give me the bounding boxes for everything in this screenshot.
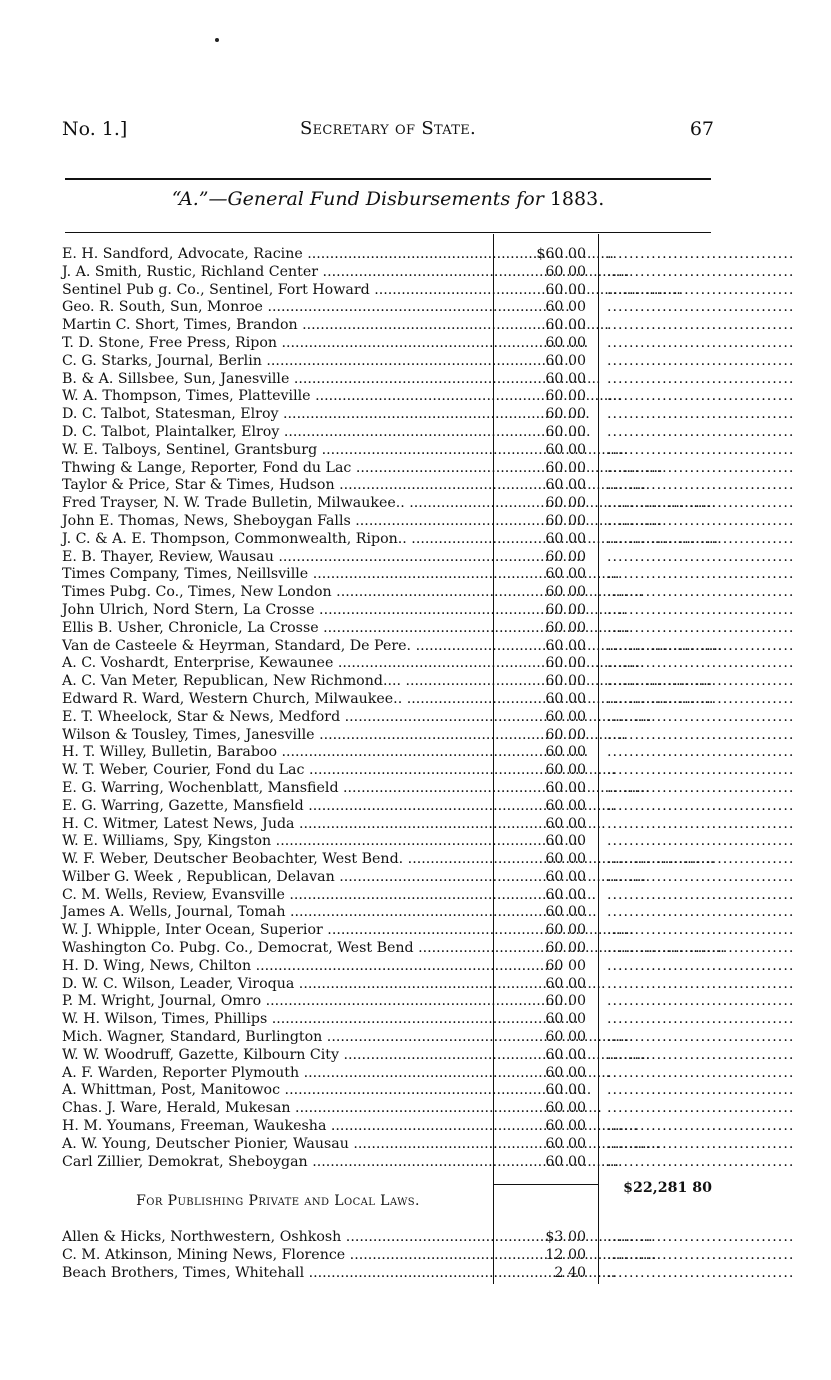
payee-name: W. J. Whipple, Inter Ocean, Superior ..... — [62, 922, 490, 940]
payee-name: Edward R. Ward, Western Church, Milwaukee.. ..... — [62, 691, 490, 709]
page-title: Secretary of State. — [299, 118, 477, 139]
leader-dots: .................................. — [607, 708, 795, 725]
payee-name: A. C. Voshardt, Enterprise, Kewaunee ..... — [62, 655, 490, 673]
payee-name: Chas. J. Ware, Herald, Mukesan ..... — [62, 1100, 490, 1118]
amount-value: 60 00 — [545, 957, 586, 974]
list-item — [62, 423, 795, 442]
payee-name: B. & A. Sillsbee, Sun, Janesville ..... — [62, 371, 490, 389]
payee-name: W. E. Talboys, Sentinel, Grantsburg ..... — [62, 442, 490, 460]
list-item — [62, 1064, 795, 1083]
list-item — [62, 352, 795, 371]
amount-value: 60 00 — [545, 281, 586, 298]
leader-dots: .................................. — [607, 637, 795, 654]
leader-dots: .................................. — [607, 1046, 795, 1063]
payee-name: Fred Trayser, N. W. Trade Bulletin, Milwaukee.. ..... — [62, 495, 490, 513]
list-item — [62, 940, 795, 958]
list-item — [62, 708, 795, 727]
header-rule — [65, 232, 711, 233]
amount-value: 60 00 — [545, 868, 586, 885]
amount-value: 60 00 — [545, 690, 586, 707]
leader-dots: .................................. — [607, 673, 795, 690]
payee-name: H. M. Youmans, Freeman, Waukesha ..... — [62, 1118, 490, 1136]
payee-name: W. F. Weber, Deutscher Beobachter, West Bend. ..... — [62, 851, 490, 869]
leader-dots: .................................. — [607, 868, 795, 885]
list-item — [62, 922, 795, 940]
payee-name: W. T. Weber, Courier, Fond du Lac ..... — [62, 762, 490, 780]
amount-value: 2 40 — [554, 1264, 586, 1281]
list-item — [62, 619, 795, 638]
leader-dots: .................................. — [607, 406, 795, 423]
leader-dots: .................................. — [607, 334, 795, 351]
leader-dots: .................................. — [607, 530, 795, 547]
leader-dots: .................................. — [607, 762, 795, 779]
leader-dots: .................................. — [607, 815, 795, 832]
leader-dots: .................................. — [607, 779, 795, 796]
payee-name: T. D. Stone, Free Press, Ripon ..... — [62, 335, 490, 353]
leader-dots: .................................. — [607, 601, 795, 618]
amount-value: 60 00 — [545, 406, 586, 423]
payee-name: D. C. Talbot, Plaintalker, Elroy ..... — [62, 424, 490, 442]
amount-value: 60 00 — [545, 495, 586, 512]
subtitle-text: “A.”—General Fund Disbursements for — [171, 188, 544, 210]
payee-name: J. A. Smith, Rustic, Richland Center ..... — [62, 264, 490, 282]
amount-value: 60 00 — [545, 548, 586, 565]
leader-dots: .................................. — [607, 655, 795, 672]
payee-name: Martin C. Short, Times, Brandon ..... — [62, 317, 490, 335]
section-heading: For Publishing Private and Local Laws. — [136, 1193, 420, 1209]
list-item — [62, 334, 795, 353]
payee-name: Taylor & Price, Star & Times, Hudson ..... — [62, 477, 490, 495]
leader-dots: .................................. — [607, 851, 795, 868]
subtitle-year: 1883. — [549, 188, 605, 210]
payee-name: W. A. Thompson, Times, Platteville ..... — [62, 388, 490, 406]
leader-dots: .................................. — [607, 281, 795, 298]
list-item — [62, 904, 795, 922]
payee-name: D. W. C. Wilson, Leader, Viroqua ..... — [62, 976, 490, 994]
amount-value: 60 00 — [545, 423, 586, 440]
list-item — [62, 584, 795, 602]
leader-dots: .................................. — [607, 317, 795, 334]
leader-dots: .................................. — [607, 548, 795, 565]
leader-dots: .................................. — [607, 388, 795, 405]
list-item — [62, 1029, 795, 1047]
leader-dots: .................................. — [607, 690, 795, 707]
leader-dots: .................................. — [607, 797, 795, 814]
amount-value: 60 00 — [545, 477, 586, 494]
amount-value: 60 00 — [545, 851, 586, 868]
amount-value: 60 00 — [545, 1046, 586, 1063]
amount-value: 60 00 — [545, 263, 586, 280]
list-item — [62, 477, 795, 495]
list-item — [62, 1082, 795, 1100]
list-item — [62, 459, 795, 478]
amount-value: 60 00 — [545, 619, 586, 636]
leader-dots: .................................. — [607, 1118, 795, 1135]
leader-dots: .................................. — [607, 922, 795, 939]
list-item — [62, 512, 795, 531]
amount-value: 60 00 — [545, 370, 586, 387]
amount-value: 60 00 — [545, 601, 586, 618]
leader-dots: .................................. — [607, 459, 795, 476]
amount-value: 60 00 — [545, 655, 586, 672]
leader-dots: .................................. — [607, 1229, 795, 1245]
amount-value: 60 00 — [545, 584, 586, 601]
leader-dots: .................................. — [607, 352, 795, 369]
payee-name: Carl Zillier, Demokrat, Sheboygan ..... — [62, 1154, 490, 1172]
amount-value: 60 00 — [545, 1100, 586, 1117]
payee-name: H. C. Witmer, Latest News, Juda ..... — [62, 816, 490, 834]
document-number: No. 1.] — [62, 118, 128, 140]
payee-name: A. C. Van Meter, Republican, New Richmond.... ..... — [62, 673, 490, 691]
amount-value: 12 00 — [545, 1246, 586, 1263]
list-item — [62, 317, 795, 335]
list-item — [62, 975, 795, 994]
table-subtitle — [65, 188, 711, 210]
amount-value: 60 00 — [545, 317, 586, 334]
amount-value: $3 00 — [545, 1229, 586, 1245]
payee-name: Sentinel Pub g. Co., Sentinel, Fort Howard ..... — [62, 282, 490, 300]
amount-value: 60 00 — [545, 940, 586, 957]
payee-name: H. D. Wing, News, Chilton ..... — [62, 958, 490, 976]
amount-value: 60 00 — [545, 459, 586, 476]
amount-value: 60 00 — [545, 1153, 586, 1170]
payee-name: Ellis B. Usher, Chronicle, La Crosse ..... — [62, 620, 490, 638]
list-item — [62, 797, 795, 816]
amount-value: 60 00 — [545, 993, 586, 1010]
amount-value: 60 00 — [545, 352, 586, 369]
amount-value: 60 00 — [545, 1118, 586, 1135]
list-item — [62, 673, 795, 691]
total-rule — [494, 1184, 598, 1185]
laws-list — [62, 1229, 795, 1282]
payee-name: John Ulrich, Nord Stern, La Crosse ..... — [62, 602, 490, 620]
list-item — [62, 1264, 795, 1283]
leader-dots: .................................. — [607, 423, 795, 440]
list-item — [62, 1046, 795, 1065]
leader-dots: .................................. — [607, 993, 795, 1010]
list-item — [62, 726, 795, 745]
list-item — [62, 655, 795, 673]
leader-dots: .................................. — [607, 1264, 795, 1281]
amount-value: 60 00 — [545, 673, 586, 690]
amount-value: 60 00 — [545, 1011, 586, 1028]
payee-name: D. C. Talbot, Statesman, Elroy ..... — [62, 406, 490, 424]
list-item — [62, 406, 795, 424]
payee-name: J. C. & A. E. Thompson, Commonwealth, Ripon.. ..... — [62, 531, 490, 549]
list-item — [62, 388, 795, 406]
list-item — [62, 1135, 795, 1154]
amount-value: 60 00 — [545, 1029, 586, 1046]
payee-name: Allen & Hicks, Northwestern, Oshkosh ..... — [62, 1229, 490, 1247]
list-item — [62, 993, 795, 1011]
list-item — [62, 1153, 795, 1172]
payee-name: W. E. Williams, Spy, Kingston ..... — [62, 833, 490, 851]
payee-name: A. W. Young, Deutscher Pionier, Wausau ..... — [62, 1136, 490, 1154]
leader-dots: .................................. — [607, 744, 795, 761]
amount-value: 60 00 — [545, 512, 586, 529]
list-item — [62, 246, 795, 264]
list-item — [62, 370, 795, 389]
leader-dots: .................................. — [607, 886, 795, 903]
payee-name: A. Whittman, Post, Manitowoc ..... — [62, 1082, 490, 1100]
list-item — [62, 957, 795, 976]
leader-dots: .................................. — [607, 957, 795, 974]
leader-dots: .................................. — [607, 495, 795, 512]
payee-name: E. H. Sandford, Advocate, Racine ..... — [62, 246, 490, 264]
payee-name: John E. Thomas, News, Sheboygan Falls ..... — [62, 513, 490, 531]
amount-value: 60 00 — [545, 797, 586, 814]
top-rule — [65, 178, 711, 180]
leader-dots: .................................. — [607, 584, 795, 601]
list-item — [62, 263, 795, 282]
leader-dots: .................................. — [607, 1064, 795, 1081]
leader-dots: .................................. — [607, 726, 795, 743]
list-item — [62, 1100, 795, 1118]
leader-dots: .................................. — [607, 904, 795, 921]
leader-dots: .................................. — [607, 1246, 795, 1263]
list-item — [62, 441, 795, 460]
leader-dots: .................................. — [607, 619, 795, 636]
disbursement-list — [62, 246, 795, 1171]
amount-value: 60 00 — [545, 334, 586, 351]
leader-dots: .................................. — [607, 1135, 795, 1152]
leader-dots: .................................. — [607, 299, 795, 316]
amount-value: 60 00 — [545, 530, 586, 547]
amount-value: 60 00 — [545, 815, 586, 832]
leader-dots: .................................. — [607, 370, 795, 387]
payee-name: A. F. Warden, Reporter Plymouth ..... — [62, 1065, 490, 1083]
amount-value: 60 00 — [545, 637, 586, 654]
list-item — [62, 548, 795, 567]
payee-name: E. G. Warring, Gazette, Mansfield ..... — [62, 798, 490, 816]
amount-value: 60 00 — [545, 922, 586, 939]
payee-name: Beach Brothers, Times, Whitehall ..... — [62, 1265, 490, 1283]
list-item — [62, 815, 795, 834]
list-item — [62, 744, 795, 762]
payee-name: Wilson & Tousley, Times, Janesville ..... — [62, 727, 490, 745]
payee-name: C. G. Starks, Journal, Berlin ..... — [62, 353, 490, 371]
list-item — [62, 868, 795, 887]
payee-name: Times Company, Times, Neillsville ..... — [62, 566, 490, 584]
list-item — [62, 833, 795, 851]
leader-dots: .................................. — [607, 512, 795, 529]
leader-dots: .................................. — [607, 1029, 795, 1046]
payee-name: W. H. Wilson, Times, Phillips ..... — [62, 1011, 490, 1029]
list-item — [62, 530, 795, 549]
list-item — [62, 637, 795, 656]
payee-name: Geo. R. South, Sun, Monroe ..... — [62, 299, 490, 317]
list-item — [62, 851, 795, 869]
amount-value: $60 00 — [536, 246, 586, 262]
amount-value: 60 00 — [545, 1135, 586, 1152]
amount-value: 60 00 — [545, 779, 586, 796]
amount-value: 60 00 — [545, 762, 586, 779]
list-item — [62, 779, 795, 798]
list-item — [62, 601, 795, 620]
leader-dots: .................................. — [607, 477, 795, 494]
leader-dots: .................................. — [607, 940, 795, 957]
page-header — [62, 118, 714, 148]
list-item — [62, 1011, 795, 1029]
list-item — [62, 1246, 795, 1265]
payee-name: E. T. Wheelock, Star & News, Medford ..... — [62, 709, 490, 727]
leader-dots: .................................. — [607, 833, 795, 850]
payee-name: Wilber G. Week , Republican, Delavan ..... — [62, 869, 490, 887]
amount-value: 60 00 — [545, 833, 586, 850]
payee-name: James A. Wells, Journal, Tomah ..... — [62, 904, 490, 922]
amount-value: 60 00 — [545, 744, 586, 761]
leader-dots: .................................. — [607, 246, 795, 262]
list-item — [62, 886, 795, 905]
page-number: 67 — [689, 118, 714, 140]
leader-dots: .................................. — [607, 1153, 795, 1170]
payee-name: C. M. Wells, Review, Evansville ..... — [62, 887, 490, 905]
list-item — [62, 281, 795, 300]
amount-value: 60 00 — [545, 886, 586, 903]
leader-dots: .................................. — [607, 1011, 795, 1028]
leader-dots: .................................. — [607, 1082, 795, 1099]
list-item — [62, 1118, 795, 1136]
list-item — [62, 566, 795, 584]
leader-dots: .................................. — [607, 566, 795, 583]
payee-name: Mich. Wagner, Standard, Burlington ..... — [62, 1029, 490, 1047]
payee-name: H. T. Willey, Bulletin, Baraboo ..... — [62, 744, 490, 762]
amount-value: 60 00 — [545, 441, 586, 458]
speck-mark — [215, 38, 219, 42]
payee-name: Times Pubg. Co., Times, New London ..... — [62, 584, 490, 602]
payee-name: C. M. Atkinson, Mining News, Florence ..... — [62, 1247, 490, 1265]
amount-value: 60 00 — [545, 904, 586, 921]
amount-value: 60 00 — [545, 1064, 586, 1081]
payee-name: E. G. Warring, Wochenblatt, Mansfield ..... — [62, 780, 490, 798]
payee-name: W. W. Woodruff, Gazette, Kilbourn City ..... — [62, 1047, 490, 1065]
list-item — [62, 299, 795, 317]
payee-name: Washington Co. Pubg. Co., Democrat, West Bend ..... — [62, 940, 490, 958]
list-item — [62, 690, 795, 709]
list-item — [62, 762, 795, 780]
amount-value: 60 00 — [545, 566, 586, 583]
amount-value: 60 00 — [545, 388, 586, 405]
payee-name: Van de Casteele & Heyrman, Standard, De Pere. ..... — [62, 638, 490, 656]
payee-name: Thwing & Lange, Reporter, Fond du Lac ..... — [62, 460, 490, 478]
leader-dots: .................................. — [607, 975, 795, 992]
payee-name: E. B. Thayer, Review, Wausau ..... — [62, 549, 490, 567]
amount-value: 60 00 — [545, 708, 586, 725]
amount-value: 60 00 — [545, 975, 586, 992]
amount-value: 60 00 — [545, 1082, 586, 1099]
payee-name: P. M. Wright, Journal, Omro ..... — [62, 993, 490, 1011]
leader-dots: .................................. — [607, 1100, 795, 1117]
list-item — [62, 1229, 795, 1247]
leader-dots: .................................. — [607, 441, 795, 458]
amount-value: 60 00 — [545, 726, 586, 743]
leader-dots: .................................. — [607, 263, 795, 280]
amount-value: 60 00 — [545, 299, 586, 316]
total-amount: $22,281 80 — [623, 1180, 712, 1196]
list-item — [62, 495, 795, 513]
